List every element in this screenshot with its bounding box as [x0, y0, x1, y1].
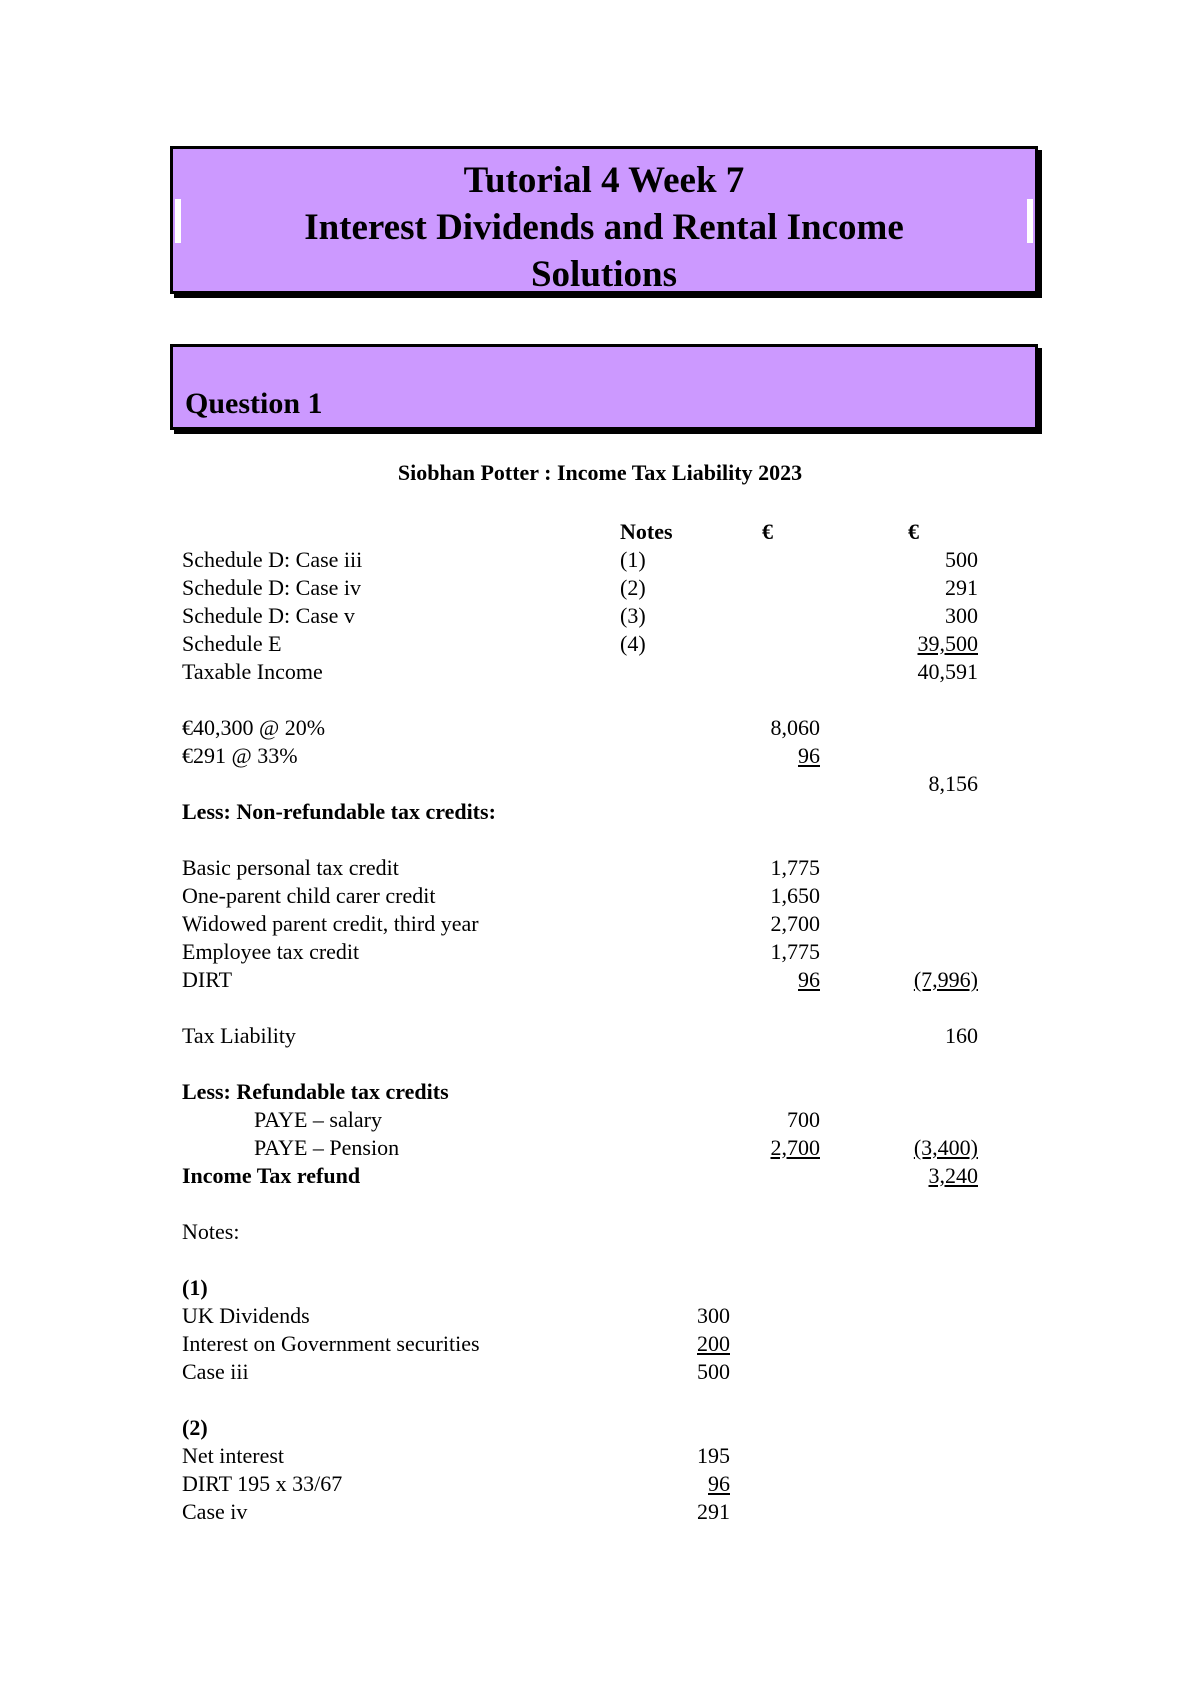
table-row [0, 1134, 1200, 1162]
question-banner [170, 344, 1038, 430]
note-title: (2) [182, 1415, 208, 1440]
row-value: 40,591 [917, 659, 978, 684]
row-label: Net interest [182, 1443, 285, 1468]
row-label: Taxable Income [182, 659, 323, 684]
row-value: 300 [945, 603, 978, 628]
table-row [0, 546, 1200, 574]
banner-tick-left [175, 199, 181, 243]
row-value: 96 [708, 1471, 730, 1496]
row-label: Case iv [182, 1499, 248, 1524]
tax-band-row [0, 714, 1200, 742]
row-value: 700 [787, 1107, 820, 1132]
row-note: (1) [620, 547, 646, 572]
title-line-2: Interest Dividends and Rental Income [304, 207, 904, 248]
row-label: One-parent child carer credit [182, 883, 436, 908]
notes-column-header: Notes [620, 519, 673, 544]
page-title [173, 149, 1035, 298]
list-item [0, 1442, 1200, 1470]
row-value: 160 [945, 1023, 978, 1048]
table-row [0, 966, 1200, 994]
row-label: PAYE – salary [254, 1107, 382, 1132]
table-row [0, 630, 1200, 658]
row-value: 1,775 [770, 939, 820, 964]
list-item [0, 1470, 1200, 1498]
table-row [0, 938, 1200, 966]
refund-row [0, 1162, 1200, 1190]
table-row [0, 910, 1200, 938]
note-title: (1) [182, 1275, 208, 1300]
row-value: 300 [697, 1303, 730, 1328]
column-headers [0, 518, 1200, 546]
row-value: 1,650 [770, 883, 820, 908]
row-label: Income Tax refund [182, 1163, 361, 1188]
euro-column-header-2: € [908, 519, 919, 544]
banner-tick-right [1027, 199, 1033, 243]
notes-heading-row [0, 1218, 1200, 1246]
row-value: 195 [697, 1443, 730, 1468]
non-refundable-heading-row [0, 798, 1200, 826]
table-row [0, 1106, 1200, 1134]
row-label: Tax Liability [182, 1023, 296, 1048]
row-label: PAYE – Pension [254, 1135, 400, 1160]
title-line-3: Solutions [530, 254, 677, 295]
row-label: Schedule D: Case iv [182, 575, 362, 600]
taxable-income-row [0, 658, 1200, 686]
row-value: 1,775 [770, 855, 820, 880]
row-label: UK Dividends [182, 1303, 310, 1328]
table-row [0, 574, 1200, 602]
tax-band-row [0, 742, 1200, 770]
row-label: Schedule D: Case iii [182, 547, 363, 572]
section-heading: Less: Refundable tax credits [182, 1079, 449, 1104]
notes-heading: Notes: [182, 1219, 240, 1244]
row-label: DIRT [182, 967, 233, 992]
table-row [0, 882, 1200, 910]
title-line-1: Tutorial 4 Week 7 [463, 160, 745, 201]
row-note: (2) [620, 575, 646, 600]
row-value: 500 [697, 1359, 730, 1384]
statement-title: Siobhan Potter : Income Tax Liability 2023 [397, 460, 803, 485]
row-note: (3) [620, 603, 646, 628]
row-value: 500 [945, 547, 978, 572]
row-label: Employee tax credit [182, 939, 360, 964]
title-banner [170, 146, 1038, 294]
row-value: 291 [697, 1499, 730, 1524]
row-label: DIRT 195 x 33/67 [182, 1471, 343, 1496]
table-row [0, 854, 1200, 882]
row-total: (3,400) [913, 1135, 978, 1160]
row-label: Case iii [182, 1359, 249, 1384]
row-label: Schedule D: Case v [182, 603, 355, 628]
euro-column-header-1: € [762, 519, 773, 544]
row-label: €40,300 @ 20% [182, 715, 326, 740]
row-value: 96 [798, 967, 820, 992]
note-title-row [0, 1274, 1200, 1302]
row-value: 2,700 [770, 911, 820, 936]
table-row [0, 602, 1200, 630]
note-title-row [0, 1414, 1200, 1442]
row-value: 200 [697, 1331, 730, 1356]
row-label: Basic personal tax credit [182, 855, 399, 880]
row-note: (4) [620, 631, 646, 656]
row-label: Schedule E [182, 631, 282, 656]
row-label: Widowed parent credit, third year [182, 911, 479, 936]
row-value: 8,060 [770, 715, 820, 740]
list-item [0, 1498, 1200, 1526]
gross-tax-value: 8,156 [928, 771, 978, 796]
row-value: 291 [945, 575, 978, 600]
gross-tax-row [0, 770, 1200, 798]
row-total: (7,996) [913, 967, 978, 992]
section-heading: Less: Non-refundable tax credits: [182, 799, 496, 824]
list-item [0, 1302, 1200, 1330]
tax-liability-row [0, 1022, 1200, 1050]
row-value: 2,700 [770, 1135, 820, 1160]
row-value: 3,240 [928, 1163, 978, 1188]
refundable-heading-row [0, 1078, 1200, 1106]
row-label: Interest on Government securities [182, 1331, 480, 1356]
list-item [0, 1358, 1200, 1386]
list-item [0, 1330, 1200, 1358]
question-label: Question 1 [185, 387, 323, 420]
row-value: 39,500 [917, 631, 978, 656]
row-value: 96 [798, 743, 820, 768]
row-label: €291 @ 33% [182, 743, 298, 768]
